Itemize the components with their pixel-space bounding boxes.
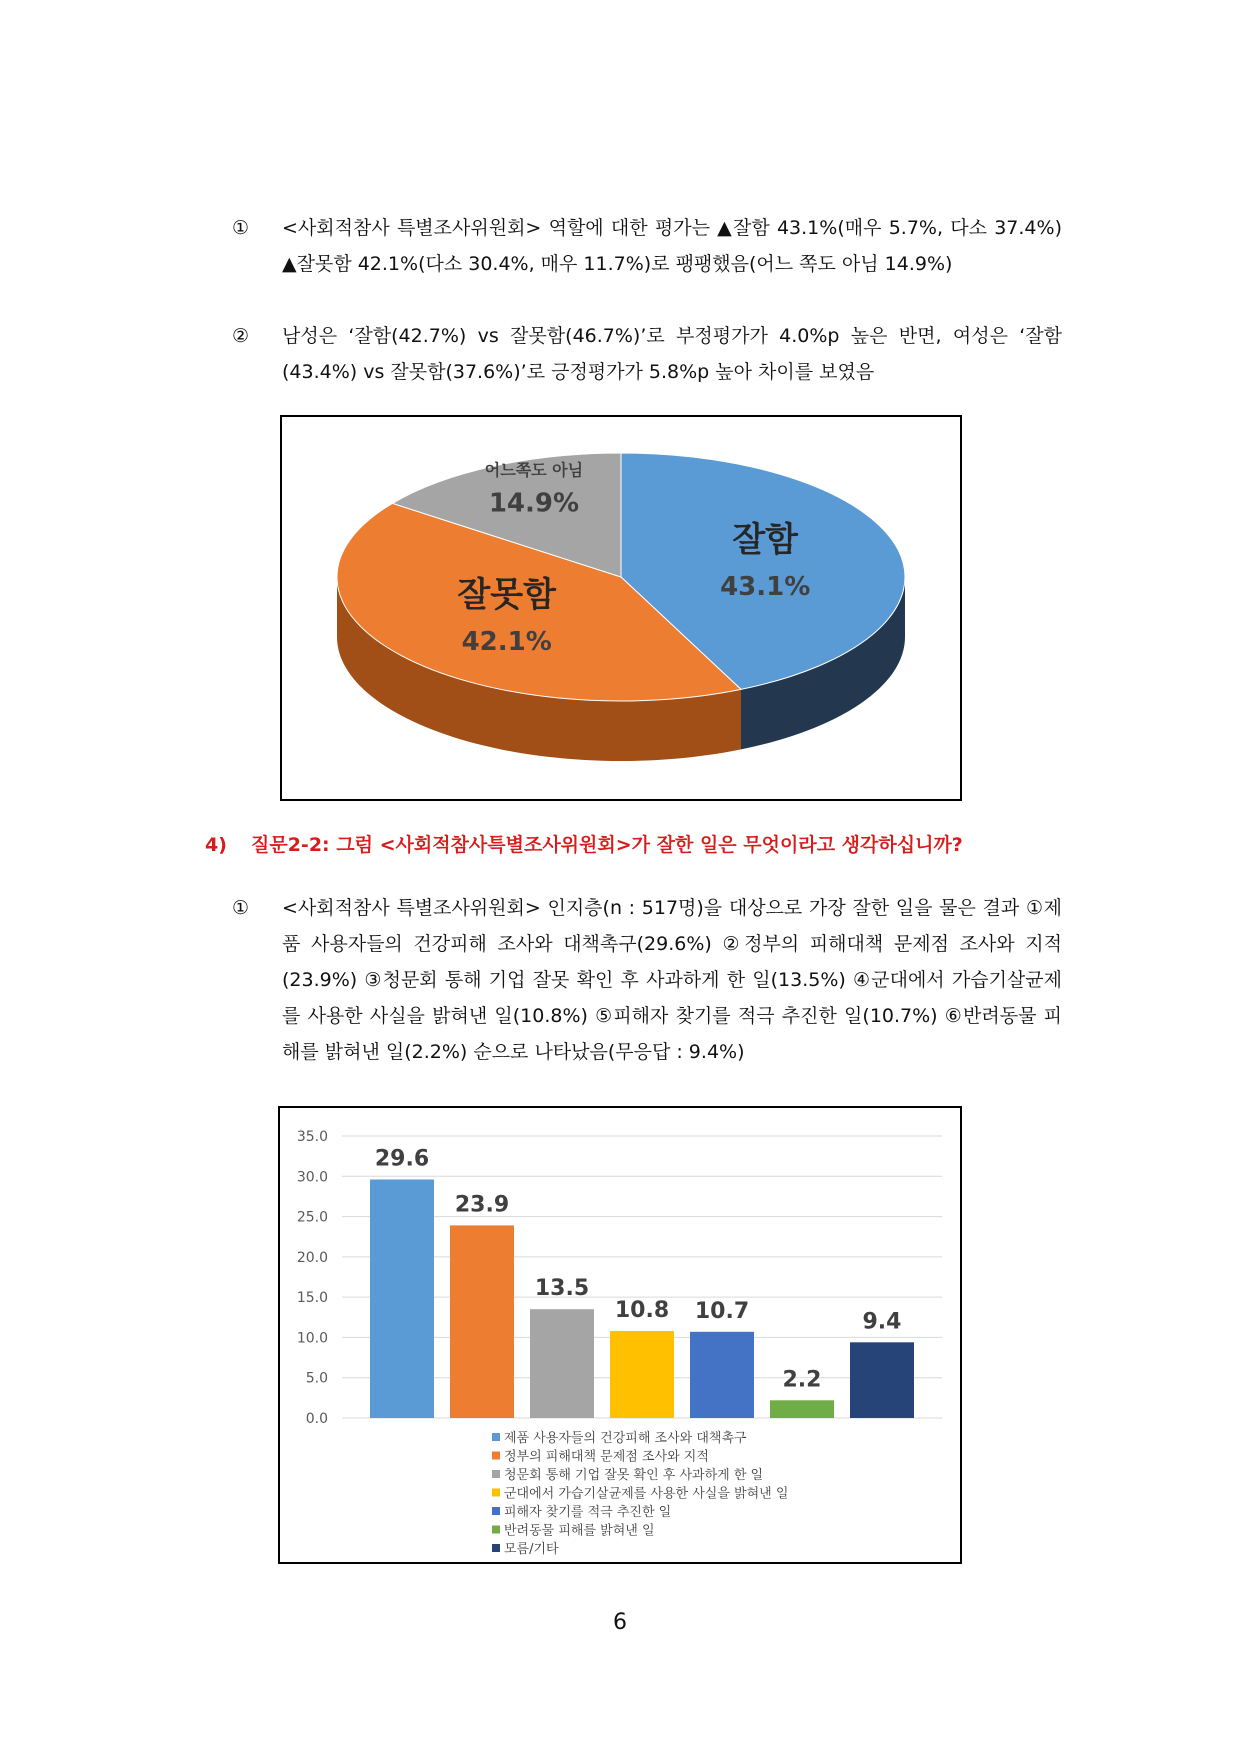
finding-text-1: <사회적참사 특별조사위원회> 역할에 대한 평가는 ▲잘함 43.1%(매우 5.7%, 다소 37.4%) ▲잘못함 42.1%(다소 30.4%, 매우 11.7%)로 팽팽했음(어느 쪽도 아님 14.9%) <box>282 217 1062 275</box>
item-marker: ① <box>232 897 250 919</box>
legend-label: 반려동물 피해를 밝혀낸 일 <box>504 1523 655 1539</box>
y-tick-label: 25.0 <box>296 1209 328 1226</box>
question-heading <box>205 830 1085 857</box>
bar <box>530 1309 594 1418</box>
legend-swatch <box>492 1489 500 1497</box>
heading-number: 4) <box>205 834 227 856</box>
legend-swatch <box>492 1544 500 1552</box>
bar <box>370 1180 434 1419</box>
page-number: 6 <box>613 1610 627 1635</box>
bar-chart <box>280 1108 960 1562</box>
legend-label: 제품 사용자들의 건강피해 조사와 대책촉구 <box>504 1431 747 1446</box>
pie-slice-label: 잘못함 <box>457 574 556 615</box>
y-tick-label: 20.0 <box>296 1249 328 1266</box>
bar <box>690 1332 754 1418</box>
pie-slice-label: 어느쪽도 아님 <box>484 460 584 480</box>
legend-swatch <box>492 1507 500 1515</box>
bar <box>450 1225 514 1418</box>
pie-slice-label: 잘함 <box>732 520 799 561</box>
finding-item-1 <box>232 210 1062 282</box>
bar <box>770 1400 834 1418</box>
y-tick-label: 35.0 <box>296 1129 328 1145</box>
y-tick-label: 0.0 <box>305 1411 328 1427</box>
y-tick-label: 10.0 <box>296 1330 328 1347</box>
pie-chart <box>282 417 960 799</box>
pie-slice-value: 42.1% <box>461 626 552 657</box>
heading-text: 질문2-2: 그럼 <사회적참사특별조사위원회>가 잘한 일은 무엇이라고 생각하십니까? <box>251 834 963 856</box>
bar-chart-figure <box>278 1106 962 1564</box>
legend-label: 피해자 찾기를 적극 추진한 일 <box>504 1505 672 1520</box>
item-marker: ② <box>232 325 250 347</box>
bar-data-label: 29.6 <box>374 1146 430 1172</box>
item-marker: ① <box>232 217 250 239</box>
bar <box>850 1342 914 1418</box>
y-tick-label: 5.0 <box>305 1370 328 1387</box>
finding-text-2: 남성은 ‘잘함(42.7%) vs 잘못함(46.7%)’로 부정평가가 4.0%p 높은 반면, 여성은 ‘잘함(43.4%) vs 잘못함(37.6%)’로 긍정평가가 5.8%p 높아 차이를 보였음 <box>282 325 1062 383</box>
pie-slice-value: 43.1% <box>720 572 811 603</box>
legend-label: 청문회 통해 기업 잘못 확인 후 사과하게 한 일 <box>504 1468 764 1483</box>
bar-data-label: 9.4 <box>862 1309 902 1335</box>
bar-data-label: 2.2 <box>782 1367 822 1393</box>
y-tick-label: 30.0 <box>296 1169 328 1186</box>
y-tick-label: 15.0 <box>296 1290 328 1307</box>
bar <box>610 1331 674 1418</box>
legend-label: 모름/기타 <box>504 1542 559 1557</box>
bar-data-label: 10.8 <box>614 1298 670 1323</box>
bar-data-label: 10.7 <box>694 1298 750 1324</box>
legend-label: 군대에서 가습기살균제를 사용한 사실을 밝혀낸 일 <box>504 1486 789 1502</box>
pie-slice-value: 14.9% <box>488 488 580 519</box>
bar-data-label: 13.5 <box>534 1276 590 1302</box>
legend-swatch <box>492 1470 500 1478</box>
legend-swatch <box>492 1526 500 1534</box>
finding-item-2 <box>232 318 1062 390</box>
legend-swatch <box>492 1433 500 1441</box>
legend-label: 정부의 피해대책 문제점 조사와 지적 <box>504 1449 709 1465</box>
pie-chart-figure <box>280 415 962 801</box>
bar-data-label: 23.9 <box>454 1192 510 1218</box>
legend-swatch <box>492 1452 500 1460</box>
finding-text-3: <사회적참사 특별조사위원회> 인지층(n : 517명)을 대상으로 가장 잘한 일을 물은 결과 ①제품 사용자들의 건강피해 조사와 대책촉구(29.6%) ②정부의 피해대책 문제점 조사와 지적(23.9%) ③청문회 통해 기업 잘못 확인 후 사과하게 한 일(13.5%) ④군대에서 가습기살균제를 사용한 사실을 밝혀낸 일(10.8%) ⑤피해자 찾기를 적극 추진한 일(10.7%) ⑥반려동물 피해를 밝혀낸 일(2.2%) 순으로 나타났음(무응답 : 9.4%) <box>282 897 1062 1063</box>
finding-item-3 <box>232 890 1062 1070</box>
